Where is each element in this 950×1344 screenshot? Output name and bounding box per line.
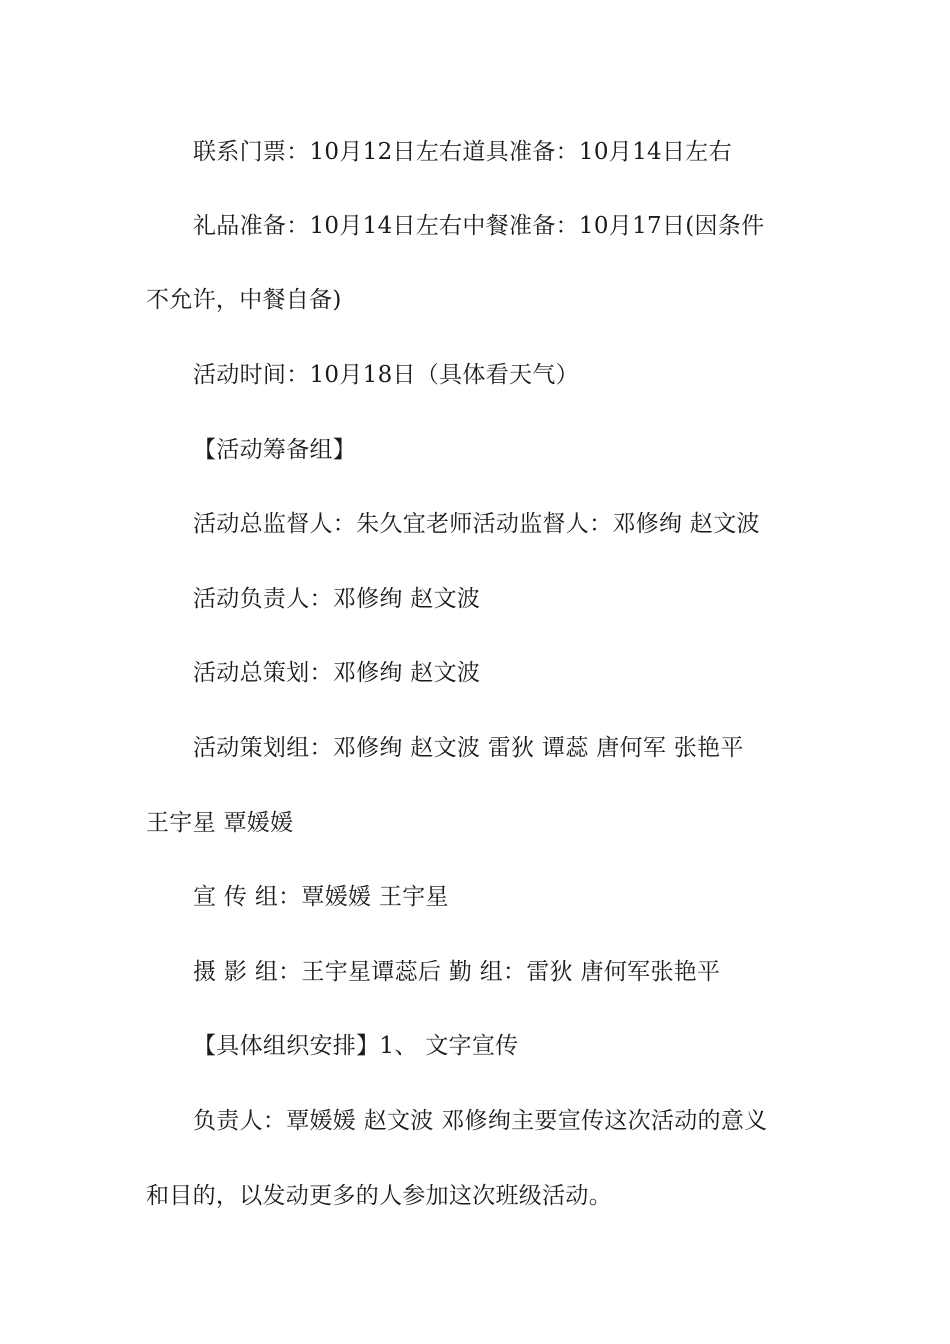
text-line-publicity-purpose: 和目的，以发动更多的人参加这次班级活动。 <box>146 1183 612 1209</box>
text-line-tickets-props: 联系门票：10月12日左右道具准备：10月14日左右 <box>193 139 732 165</box>
text-line-lunch-note: 不允许，中餐自备) <box>146 287 342 313</box>
text-line-gifts-lunch: 礼品准备：10月14日左右中餐准备：10月17日(因条件 <box>193 213 765 239</box>
section-heading-arrangement: 【具体组织安排】1、 文字宣传 <box>193 1033 519 1059</box>
text-line-activity-time: 活动时间：10月18日（具体看天气） <box>193 362 579 388</box>
text-line-planning-group: 活动策划组：邓修绚 赵文波 雷狄 谭蕊 唐何军 张艳平 <box>193 735 744 761</box>
text-line-publicity-responsible: 负责人：覃媛媛 赵文波 邓修绚主要宣传这次活动的意义 <box>193 1108 768 1134</box>
text-line-photo-logistics-group: 摄 影 组：王宇星谭蕊后 勤 组：雷狄 唐何军张艳平 <box>193 959 721 985</box>
text-line-publicity-group: 宣 传 组：覃媛媛 王宇星 <box>193 884 449 910</box>
text-line-responsible: 活动负责人：邓修绚 赵文波 <box>193 586 481 612</box>
section-heading-preparation-group: 【活动筹备组】 <box>193 437 357 463</box>
text-line-chief-planner: 活动总策划：邓修绚 赵文波 <box>193 660 481 686</box>
text-line-supervisors: 活动总监督人：朱久宜老师活动监督人：邓修绚 赵文波 <box>193 511 760 537</box>
text-line-planning-group-cont: 王宇星 覃媛媛 <box>146 810 294 836</box>
